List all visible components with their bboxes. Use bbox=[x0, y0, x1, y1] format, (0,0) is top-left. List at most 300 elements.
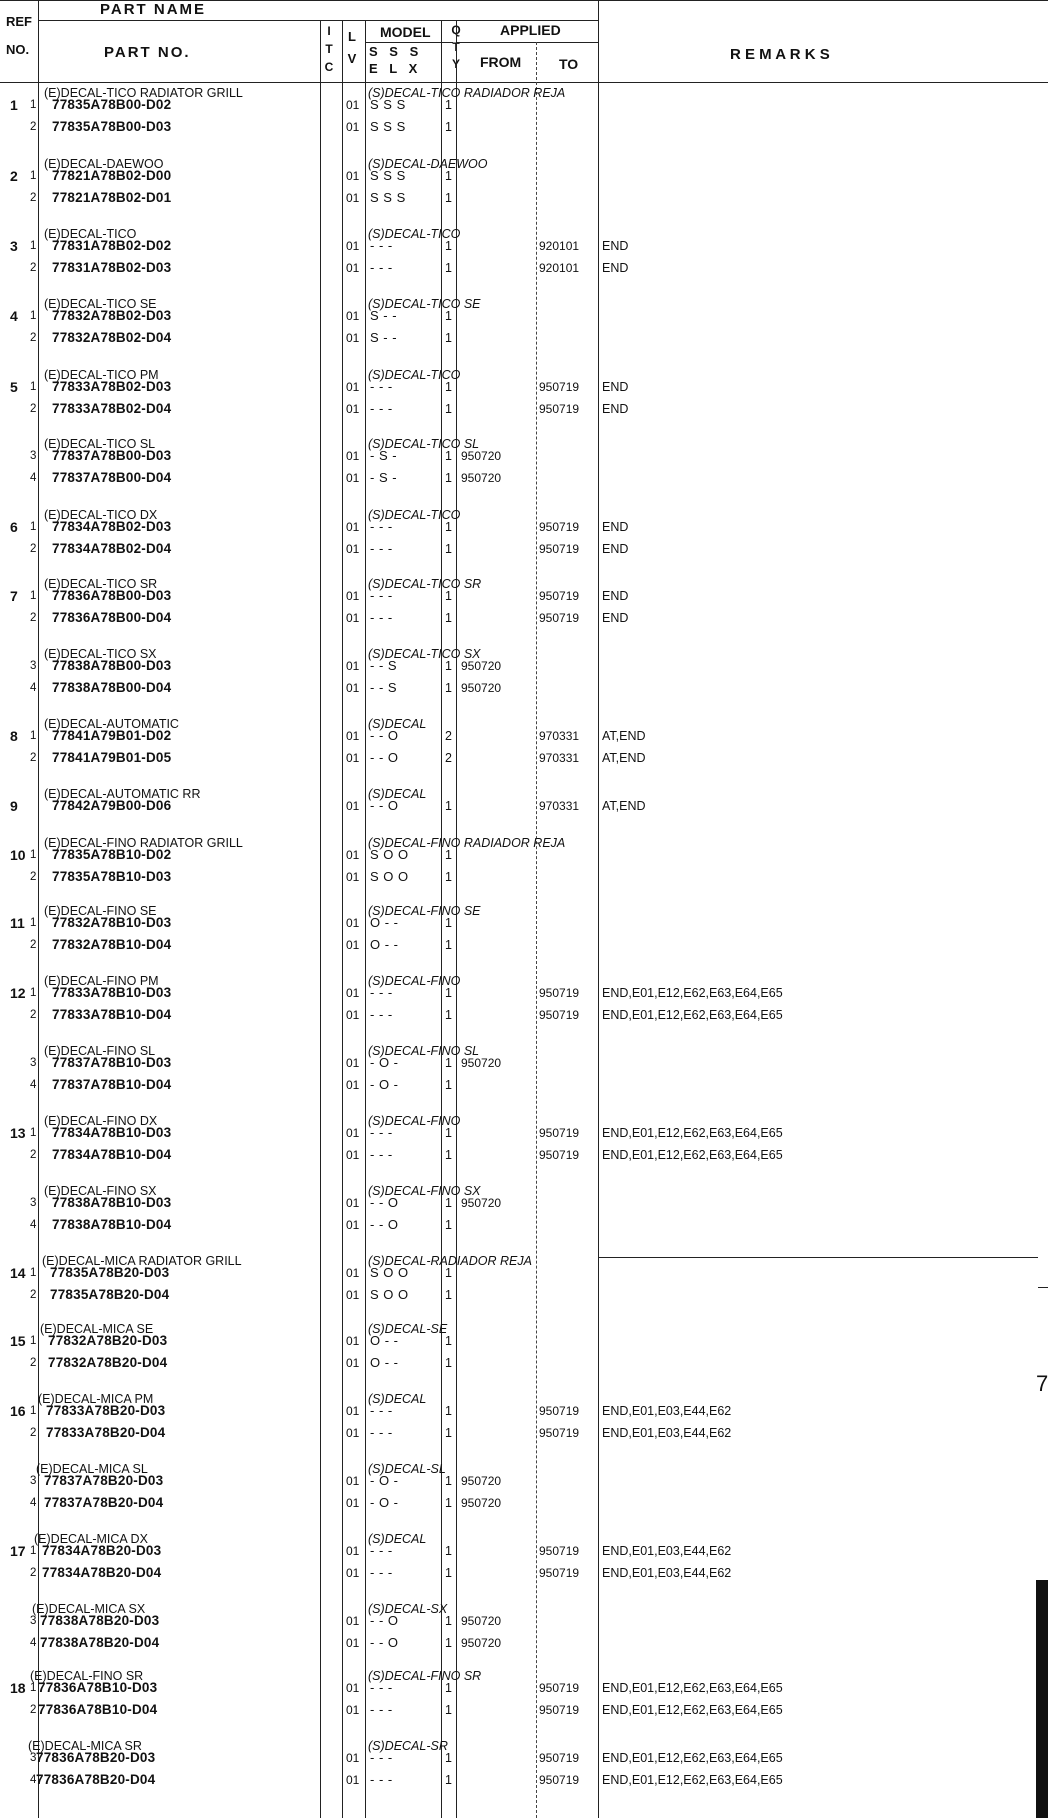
item-number: 3 bbox=[30, 660, 37, 672]
level-value: 01 bbox=[346, 261, 360, 275]
level-value: 01 bbox=[346, 1636, 360, 1650]
model-applicability: - - - bbox=[370, 985, 393, 1000]
part-number: 77838A78B10-D03 bbox=[52, 1195, 172, 1210]
ref-number: 6 bbox=[10, 519, 18, 535]
item-number: 1 bbox=[30, 381, 37, 393]
ref-number: 14 bbox=[10, 1265, 26, 1281]
part-number: 77833A78B02-D03 bbox=[52, 379, 172, 394]
remarks-text: END bbox=[602, 380, 629, 394]
part-number: 77835A78B20-D04 bbox=[50, 1287, 170, 1302]
applied-to: 950719 bbox=[539, 1404, 580, 1418]
group-part-name: (E)DECAL-TICO bbox=[44, 227, 137, 241]
model-applicability: - O - bbox=[370, 1055, 399, 1070]
quantity: 1 bbox=[445, 1773, 452, 1787]
part-number: 77837A78B10-D03 bbox=[52, 1055, 172, 1070]
quantity: 1 bbox=[445, 870, 452, 884]
group-part-name: (E)DECAL-MICA SR bbox=[28, 1739, 142, 1753]
header-part-no: PART NO. bbox=[104, 44, 191, 61]
spanish-part-name: (S)DECAL-TICO SL bbox=[368, 437, 480, 451]
applied-to: 950719 bbox=[539, 402, 580, 416]
part-number: 77835A78B10-D02 bbox=[52, 847, 172, 862]
model-applicability: - - - bbox=[370, 588, 393, 603]
model-applicability: O - - bbox=[370, 1355, 399, 1370]
model-applicability: - O - bbox=[370, 1495, 399, 1510]
item-number: 3 bbox=[30, 1057, 37, 1069]
quantity: 1 bbox=[445, 1056, 452, 1070]
item-number: 2 bbox=[30, 192, 37, 204]
header-from: FROM bbox=[480, 54, 522, 70]
part-number: 77837A78B00-D04 bbox=[52, 470, 172, 485]
applied-from: 950720 bbox=[461, 471, 502, 485]
applied-to: 950719 bbox=[539, 1008, 580, 1022]
applied-to: 950719 bbox=[539, 1566, 580, 1580]
level-value: 01 bbox=[346, 1008, 360, 1022]
part-number: 77835A78B10-D03 bbox=[52, 869, 172, 884]
part-number: 77838A78B10-D04 bbox=[52, 1217, 172, 1232]
part-number: 77837A78B20-D03 bbox=[44, 1473, 164, 1488]
item-number: 2 bbox=[30, 1704, 37, 1716]
part-number: 77835A78B00-D02 bbox=[52, 97, 172, 112]
item-number: 3 bbox=[30, 450, 37, 462]
header-lv: L V bbox=[347, 29, 357, 66]
header-model-cols2: E L X bbox=[369, 61, 422, 76]
spanish-part-name: (S)DECAL bbox=[368, 717, 427, 731]
item-number: 2 bbox=[30, 939, 37, 951]
level-value: 01 bbox=[346, 1474, 360, 1488]
remarks-text: END bbox=[602, 520, 629, 534]
spanish-part-name: (S)DECAL-TICO SR bbox=[368, 577, 482, 591]
model-applicability: - S - bbox=[370, 448, 398, 463]
ref-number: 4 bbox=[10, 308, 18, 324]
remarks-text: END,E01,E03,E44,E62 bbox=[602, 1404, 732, 1418]
remarks-text: AT,END bbox=[602, 729, 646, 743]
header-itc: I T C bbox=[324, 24, 334, 74]
level-value: 01 bbox=[346, 1288, 360, 1302]
item-number: 3 bbox=[30, 1615, 37, 1627]
part-number: 77821A78B02-D00 bbox=[52, 168, 172, 183]
quantity: 1 bbox=[445, 1218, 452, 1232]
remarks-text: END,E01,E12,E62,E63,E64,E65 bbox=[602, 1008, 783, 1022]
model-applicability: - - - bbox=[370, 541, 393, 556]
remarks-text: END bbox=[602, 402, 629, 416]
group-part-name: (E)DECAL-MICA DX bbox=[34, 1532, 148, 1546]
model-applicability: S - - bbox=[370, 330, 398, 345]
model-applicability: - - - bbox=[370, 379, 393, 394]
level-value: 01 bbox=[346, 520, 360, 534]
item-number: 2 bbox=[30, 1009, 37, 1021]
spanish-part-name: (S)DECAL-FINO RADIADOR REJA bbox=[368, 836, 566, 850]
quantity: 1 bbox=[445, 1356, 452, 1370]
applied-from: 950720 bbox=[461, 681, 502, 695]
item-number: 4 bbox=[30, 1774, 37, 1786]
part-number: 77832A78B10-D04 bbox=[52, 937, 172, 952]
quantity: 1 bbox=[445, 1566, 452, 1580]
level-value: 01 bbox=[346, 120, 360, 134]
quantity: 1 bbox=[445, 1681, 452, 1695]
applied-to: 920101 bbox=[539, 261, 580, 275]
model-applicability: - - S bbox=[370, 658, 398, 673]
part-number: 77836A78B00-D04 bbox=[52, 610, 172, 625]
quantity: 1 bbox=[445, 589, 452, 603]
spanish-part-name: (S)DECAL-FINO SX bbox=[368, 1184, 481, 1198]
quantity: 1 bbox=[445, 1196, 452, 1210]
level-value: 01 bbox=[346, 402, 360, 416]
applied-to: 970331 bbox=[539, 799, 580, 813]
applied-to: 970331 bbox=[539, 751, 580, 765]
group-part-name: (E)DECAL-MICA PM bbox=[38, 1392, 154, 1406]
model-applicability: - - - bbox=[370, 1147, 393, 1162]
part-number: 77832A78B02-D04 bbox=[52, 330, 172, 345]
item-number: 3 bbox=[30, 1197, 37, 1209]
level-value: 01 bbox=[346, 1218, 360, 1232]
part-number: 77834A78B20-D04 bbox=[42, 1565, 162, 1580]
item-number: 4 bbox=[30, 1497, 37, 1509]
scan-edge-mark bbox=[1036, 1580, 1048, 1818]
group-part-name: (E)DECAL-FINO SE bbox=[44, 904, 157, 918]
item-number: 1 bbox=[30, 521, 37, 533]
level-value: 01 bbox=[346, 1544, 360, 1558]
item-number: 1 bbox=[30, 730, 37, 742]
quantity: 2 bbox=[445, 751, 452, 765]
level-value: 01 bbox=[346, 681, 360, 695]
group-part-name: (E)DECAL-FINO DX bbox=[44, 1114, 158, 1128]
model-applicability: - - - bbox=[370, 610, 393, 625]
quantity: 1 bbox=[445, 1008, 452, 1022]
level-value: 01 bbox=[346, 848, 360, 862]
model-applicability: - - O bbox=[370, 1635, 399, 1650]
quantity: 1 bbox=[445, 542, 452, 556]
group-part-name: (E)DECAL-AUTOMATIC bbox=[44, 717, 179, 731]
quantity: 1 bbox=[445, 611, 452, 625]
level-value: 01 bbox=[346, 1334, 360, 1348]
group-part-name: (E)DECAL-AUTOMATIC RR bbox=[44, 787, 201, 801]
item-number: 1 bbox=[30, 1405, 37, 1417]
group-part-name: (E)DECAL-TICO RADIATOR GRILL bbox=[44, 86, 243, 100]
item-number: 1 bbox=[30, 1267, 37, 1279]
group-part-name: (E)DECAL-FINO RADIATOR GRILL bbox=[44, 836, 243, 850]
model-applicability: - O - bbox=[370, 1473, 399, 1488]
spanish-part-name: (S)DECAL-TICO SE bbox=[368, 297, 481, 311]
quantity: 1 bbox=[445, 1078, 452, 1092]
quantity: 1 bbox=[445, 261, 452, 275]
remarks-text: END bbox=[602, 542, 629, 556]
ref-number: 8 bbox=[10, 728, 18, 744]
applied-to: 950719 bbox=[539, 520, 580, 534]
group-part-name: (E)DECAL-FINO SR bbox=[30, 1669, 144, 1683]
model-applicability: S S S bbox=[370, 97, 406, 112]
part-number: 77832A78B20-D04 bbox=[48, 1355, 168, 1370]
level-value: 01 bbox=[346, 449, 360, 463]
header-no: NO. bbox=[6, 42, 30, 57]
item-number: 2 bbox=[30, 1567, 37, 1579]
spanish-part-name: (S)DECAL bbox=[368, 787, 427, 801]
spanish-part-name: (S)DECAL-RADIADOR REJA bbox=[368, 1254, 532, 1268]
part-number: 77834A78B02-D04 bbox=[52, 541, 172, 556]
group-part-name: (E)DECAL-MICA SX bbox=[32, 1602, 146, 1616]
applied-from: 950720 bbox=[461, 1496, 502, 1510]
applied-to: 950719 bbox=[539, 1426, 580, 1440]
model-applicability: - - S bbox=[370, 680, 398, 695]
applied-to: 970331 bbox=[539, 729, 580, 743]
remarks-text: END,E01,E12,E62,E63,E64,E65 bbox=[602, 1773, 783, 1787]
header-to: TO bbox=[559, 56, 579, 72]
spanish-part-name: (S)DECAL-TICO bbox=[368, 227, 461, 241]
spanish-part-name: (S)DECAL bbox=[368, 1532, 427, 1546]
model-applicability: - - - bbox=[370, 1007, 393, 1022]
remarks-text: END,E01,E03,E44,E62 bbox=[602, 1544, 732, 1558]
remarks-text: END bbox=[602, 239, 629, 253]
spanish-part-name: (S)DECAL bbox=[368, 1392, 427, 1406]
quantity: 1 bbox=[445, 120, 452, 134]
item-number: 1 bbox=[30, 590, 37, 602]
group-part-name: (E)DECAL-TICO SE bbox=[44, 297, 157, 311]
group-part-name: (E)DECAL-TICO DX bbox=[44, 508, 158, 522]
part-number: 77837A78B10-D04 bbox=[52, 1077, 172, 1092]
group-part-name: (E)DECAL-TICO SX bbox=[44, 647, 157, 661]
quantity: 1 bbox=[445, 1751, 452, 1765]
model-applicability: - - - bbox=[370, 1750, 393, 1765]
applied-from: 950720 bbox=[461, 1056, 502, 1070]
spanish-part-name: (S)DECAL-TICO RADIADOR REJA bbox=[368, 86, 566, 100]
part-number: 77833A78B20-D04 bbox=[46, 1425, 166, 1440]
level-value: 01 bbox=[346, 870, 360, 884]
item-number: 1 bbox=[30, 240, 37, 252]
item-number: 1 bbox=[30, 917, 37, 929]
part-number: 77833A78B10-D03 bbox=[52, 985, 172, 1000]
applied-from: 950720 bbox=[461, 659, 502, 673]
quantity: 1 bbox=[445, 520, 452, 534]
model-applicability: S S S bbox=[370, 190, 406, 205]
quantity: 1 bbox=[445, 799, 452, 813]
header-qty: Q T Y bbox=[451, 23, 461, 71]
group-part-name: (E)DECAL-FINO PM bbox=[44, 974, 159, 988]
model-applicability: - - O bbox=[370, 750, 399, 765]
remarks-text: END bbox=[602, 589, 629, 603]
ref-number: 3 bbox=[10, 238, 18, 254]
group-part-name: (E)DECAL-TICO PM bbox=[44, 368, 159, 382]
remarks-text: END,E01,E12,E62,E63,E64,E65 bbox=[602, 1126, 783, 1140]
level-value: 01 bbox=[346, 589, 360, 603]
level-value: 01 bbox=[346, 1773, 360, 1787]
remarks-text: END,E01,E12,E62,E63,E64,E65 bbox=[602, 1681, 783, 1695]
group-part-name: (E)DECAL-MICA RADIATOR GRILL bbox=[42, 1254, 242, 1268]
part-number: 77841A79B01-D05 bbox=[52, 750, 172, 765]
level-value: 01 bbox=[346, 1356, 360, 1370]
item-number: 1 bbox=[30, 1682, 37, 1694]
part-number: 77841A79B01-D02 bbox=[52, 728, 172, 743]
part-number: 77836A78B20-D03 bbox=[36, 1750, 156, 1765]
spanish-part-name: (S)DECAL-DAEWOO bbox=[368, 157, 488, 171]
level-value: 01 bbox=[346, 331, 360, 345]
spanish-part-name: (S)DECAL-TICO bbox=[368, 368, 461, 382]
quantity: 1 bbox=[445, 1614, 452, 1628]
quantity: 1 bbox=[445, 659, 452, 673]
group-part-name: (E)DECAL-MICA SL bbox=[36, 1462, 148, 1476]
model-applicability: - - O bbox=[370, 1195, 399, 1210]
item-number: 3 bbox=[30, 1752, 37, 1764]
group-part-name: (E)DECAL-FINO SL bbox=[44, 1044, 156, 1058]
applied-to: 920101 bbox=[539, 239, 580, 253]
model-applicability: - - - bbox=[370, 401, 393, 416]
part-number: 77835A78B20-D03 bbox=[50, 1265, 170, 1280]
group-part-name: (E)DECAL-DAEWOO bbox=[44, 157, 164, 171]
ref-number: 18 bbox=[10, 1680, 26, 1696]
item-number: 2 bbox=[30, 1357, 37, 1369]
model-applicability: S O O bbox=[370, 1287, 409, 1302]
applied-to: 950719 bbox=[539, 1751, 580, 1765]
item-number: 2 bbox=[30, 1289, 37, 1301]
part-number: 77837A78B00-D03 bbox=[52, 448, 172, 463]
applied-from: 950720 bbox=[461, 1196, 502, 1210]
ref-number: 12 bbox=[10, 985, 26, 1001]
header-part-name: PART NAME bbox=[100, 1, 207, 18]
item-number: 1 bbox=[30, 170, 37, 182]
quantity: 1 bbox=[445, 938, 452, 952]
model-applicability: - - - bbox=[370, 1772, 393, 1787]
level-value: 01 bbox=[346, 1056, 360, 1070]
model-applicability: - S - bbox=[370, 470, 398, 485]
item-number: 1 bbox=[30, 1545, 37, 1557]
item-number: 2 bbox=[30, 543, 37, 555]
ref-number: 9 bbox=[10, 798, 18, 814]
model-applicability: O - - bbox=[370, 915, 399, 930]
applied-from: 950720 bbox=[461, 1474, 502, 1488]
quantity: 1 bbox=[445, 169, 452, 183]
ref-number: 7 bbox=[10, 588, 18, 604]
remarks-text: END bbox=[602, 261, 629, 275]
level-value: 01 bbox=[346, 542, 360, 556]
part-number: 77836A78B10-D04 bbox=[38, 1702, 158, 1717]
spanish-part-name: (S)DECAL-FINO bbox=[368, 974, 461, 988]
item-number: 1 bbox=[30, 987, 37, 999]
quantity: 1 bbox=[445, 471, 452, 485]
ref-number: 17 bbox=[10, 1543, 26, 1559]
quantity: 1 bbox=[445, 1288, 452, 1302]
item-number: 4 bbox=[30, 1219, 37, 1231]
remarks-text: END,E01,E12,E62,E63,E64,E65 bbox=[602, 1751, 783, 1765]
part-number: 77821A78B02-D01 bbox=[52, 190, 172, 205]
item-number: 2 bbox=[30, 1427, 37, 1439]
item-number: 4 bbox=[30, 1637, 37, 1649]
spanish-part-name: (S)DECAL-FINO SR bbox=[368, 1669, 482, 1683]
part-number: 77838A78B20-D04 bbox=[40, 1635, 160, 1650]
level-value: 01 bbox=[346, 380, 360, 394]
quantity: 1 bbox=[445, 239, 452, 253]
model-applicability: - - - bbox=[370, 1125, 393, 1140]
level-value: 01 bbox=[346, 1404, 360, 1418]
level-value: 01 bbox=[346, 1566, 360, 1580]
part-number: 77834A78B20-D03 bbox=[42, 1543, 162, 1558]
item-number: 1 bbox=[30, 849, 37, 861]
part-number: 77834A78B10-D03 bbox=[52, 1125, 172, 1140]
applied-to: 950719 bbox=[539, 1148, 580, 1162]
model-applicability: - - - bbox=[370, 1403, 393, 1418]
level-value: 01 bbox=[346, 1681, 360, 1695]
item-number: 2 bbox=[30, 612, 37, 624]
model-applicability: - - O bbox=[370, 1217, 399, 1232]
model-applicability: - - O bbox=[370, 728, 399, 743]
level-value: 01 bbox=[346, 799, 360, 813]
level-value: 01 bbox=[346, 938, 360, 952]
part-number: 77832A78B20-D03 bbox=[48, 1333, 168, 1348]
ref-number: 2 bbox=[10, 168, 18, 184]
level-value: 01 bbox=[346, 751, 360, 765]
quantity: 1 bbox=[445, 1334, 452, 1348]
spanish-part-name: (S)DECAL-SR bbox=[368, 1739, 448, 1753]
applied-to: 950719 bbox=[539, 1126, 580, 1140]
applied-to: 950719 bbox=[539, 589, 580, 603]
level-value: 01 bbox=[346, 191, 360, 205]
ref-number: 10 bbox=[10, 847, 26, 863]
level-value: 01 bbox=[346, 1703, 360, 1717]
level-value: 01 bbox=[346, 1196, 360, 1210]
quantity: 1 bbox=[445, 1474, 452, 1488]
item-number: 4 bbox=[30, 682, 37, 694]
quantity: 1 bbox=[445, 191, 452, 205]
applied-to: 950719 bbox=[539, 1681, 580, 1695]
item-number: 1 bbox=[30, 310, 37, 322]
level-value: 01 bbox=[346, 611, 360, 625]
applied-to: 950719 bbox=[539, 986, 580, 1000]
item-number: 2 bbox=[30, 262, 37, 274]
part-number: 77835A78B00-D03 bbox=[52, 119, 172, 134]
model-applicability: O - - bbox=[370, 1333, 399, 1348]
model-applicability: O - - bbox=[370, 937, 399, 952]
part-number: 77838A78B00-D04 bbox=[52, 680, 172, 695]
applied-to: 950719 bbox=[539, 611, 580, 625]
part-number: 77836A78B00-D03 bbox=[52, 588, 172, 603]
level-value: 01 bbox=[346, 1614, 360, 1628]
quantity: 1 bbox=[445, 1148, 452, 1162]
spanish-part-name: (S)DECAL-SX bbox=[368, 1602, 448, 1616]
part-number: 77831A78B02-D03 bbox=[52, 260, 172, 275]
model-applicability: S S S bbox=[370, 168, 406, 183]
level-value: 01 bbox=[346, 1496, 360, 1510]
quantity: 1 bbox=[445, 449, 452, 463]
part-number: 77838A78B00-D03 bbox=[52, 658, 172, 673]
ref-number: 13 bbox=[10, 1125, 26, 1141]
applied-to: 950719 bbox=[539, 542, 580, 556]
spanish-part-name: (S)DECAL-FINO bbox=[368, 1114, 461, 1128]
item-number: 2 bbox=[30, 871, 37, 883]
model-applicability: S O O bbox=[370, 869, 409, 884]
part-number: 77834A78B10-D04 bbox=[52, 1147, 172, 1162]
item-number: 1 bbox=[30, 1335, 37, 1347]
spanish-part-name: (S)DECAL-FINO SL bbox=[368, 1044, 480, 1058]
spanish-part-name: (S)DECAL-SL bbox=[368, 1462, 446, 1476]
item-number: 2 bbox=[30, 121, 37, 133]
model-applicability: - - - bbox=[370, 1702, 393, 1717]
quantity: 1 bbox=[445, 681, 452, 695]
header-applied: APPLIED bbox=[500, 22, 561, 38]
model-applicability: - - - bbox=[370, 519, 393, 534]
applied-to: 950719 bbox=[539, 1544, 580, 1558]
level-value: 01 bbox=[346, 986, 360, 1000]
margin-page-mark: 7 bbox=[1036, 1371, 1048, 1396]
part-number: 77831A78B02-D02 bbox=[52, 238, 172, 253]
model-applicability: S O O bbox=[370, 847, 409, 862]
model-applicability: S - - bbox=[370, 308, 398, 323]
remarks-text: END,E01,E12,E62,E63,E64,E65 bbox=[602, 1148, 783, 1162]
item-number: 4 bbox=[30, 472, 37, 484]
quantity: 1 bbox=[445, 402, 452, 416]
header-remarks: R E M A R K S bbox=[730, 46, 830, 63]
group-part-name: (E)DECAL-TICO SR bbox=[44, 577, 158, 591]
part-number: 77834A78B02-D03 bbox=[52, 519, 172, 534]
applied-from: 950720 bbox=[461, 449, 502, 463]
item-number: 2 bbox=[30, 332, 37, 344]
item-number: 4 bbox=[30, 1079, 37, 1091]
